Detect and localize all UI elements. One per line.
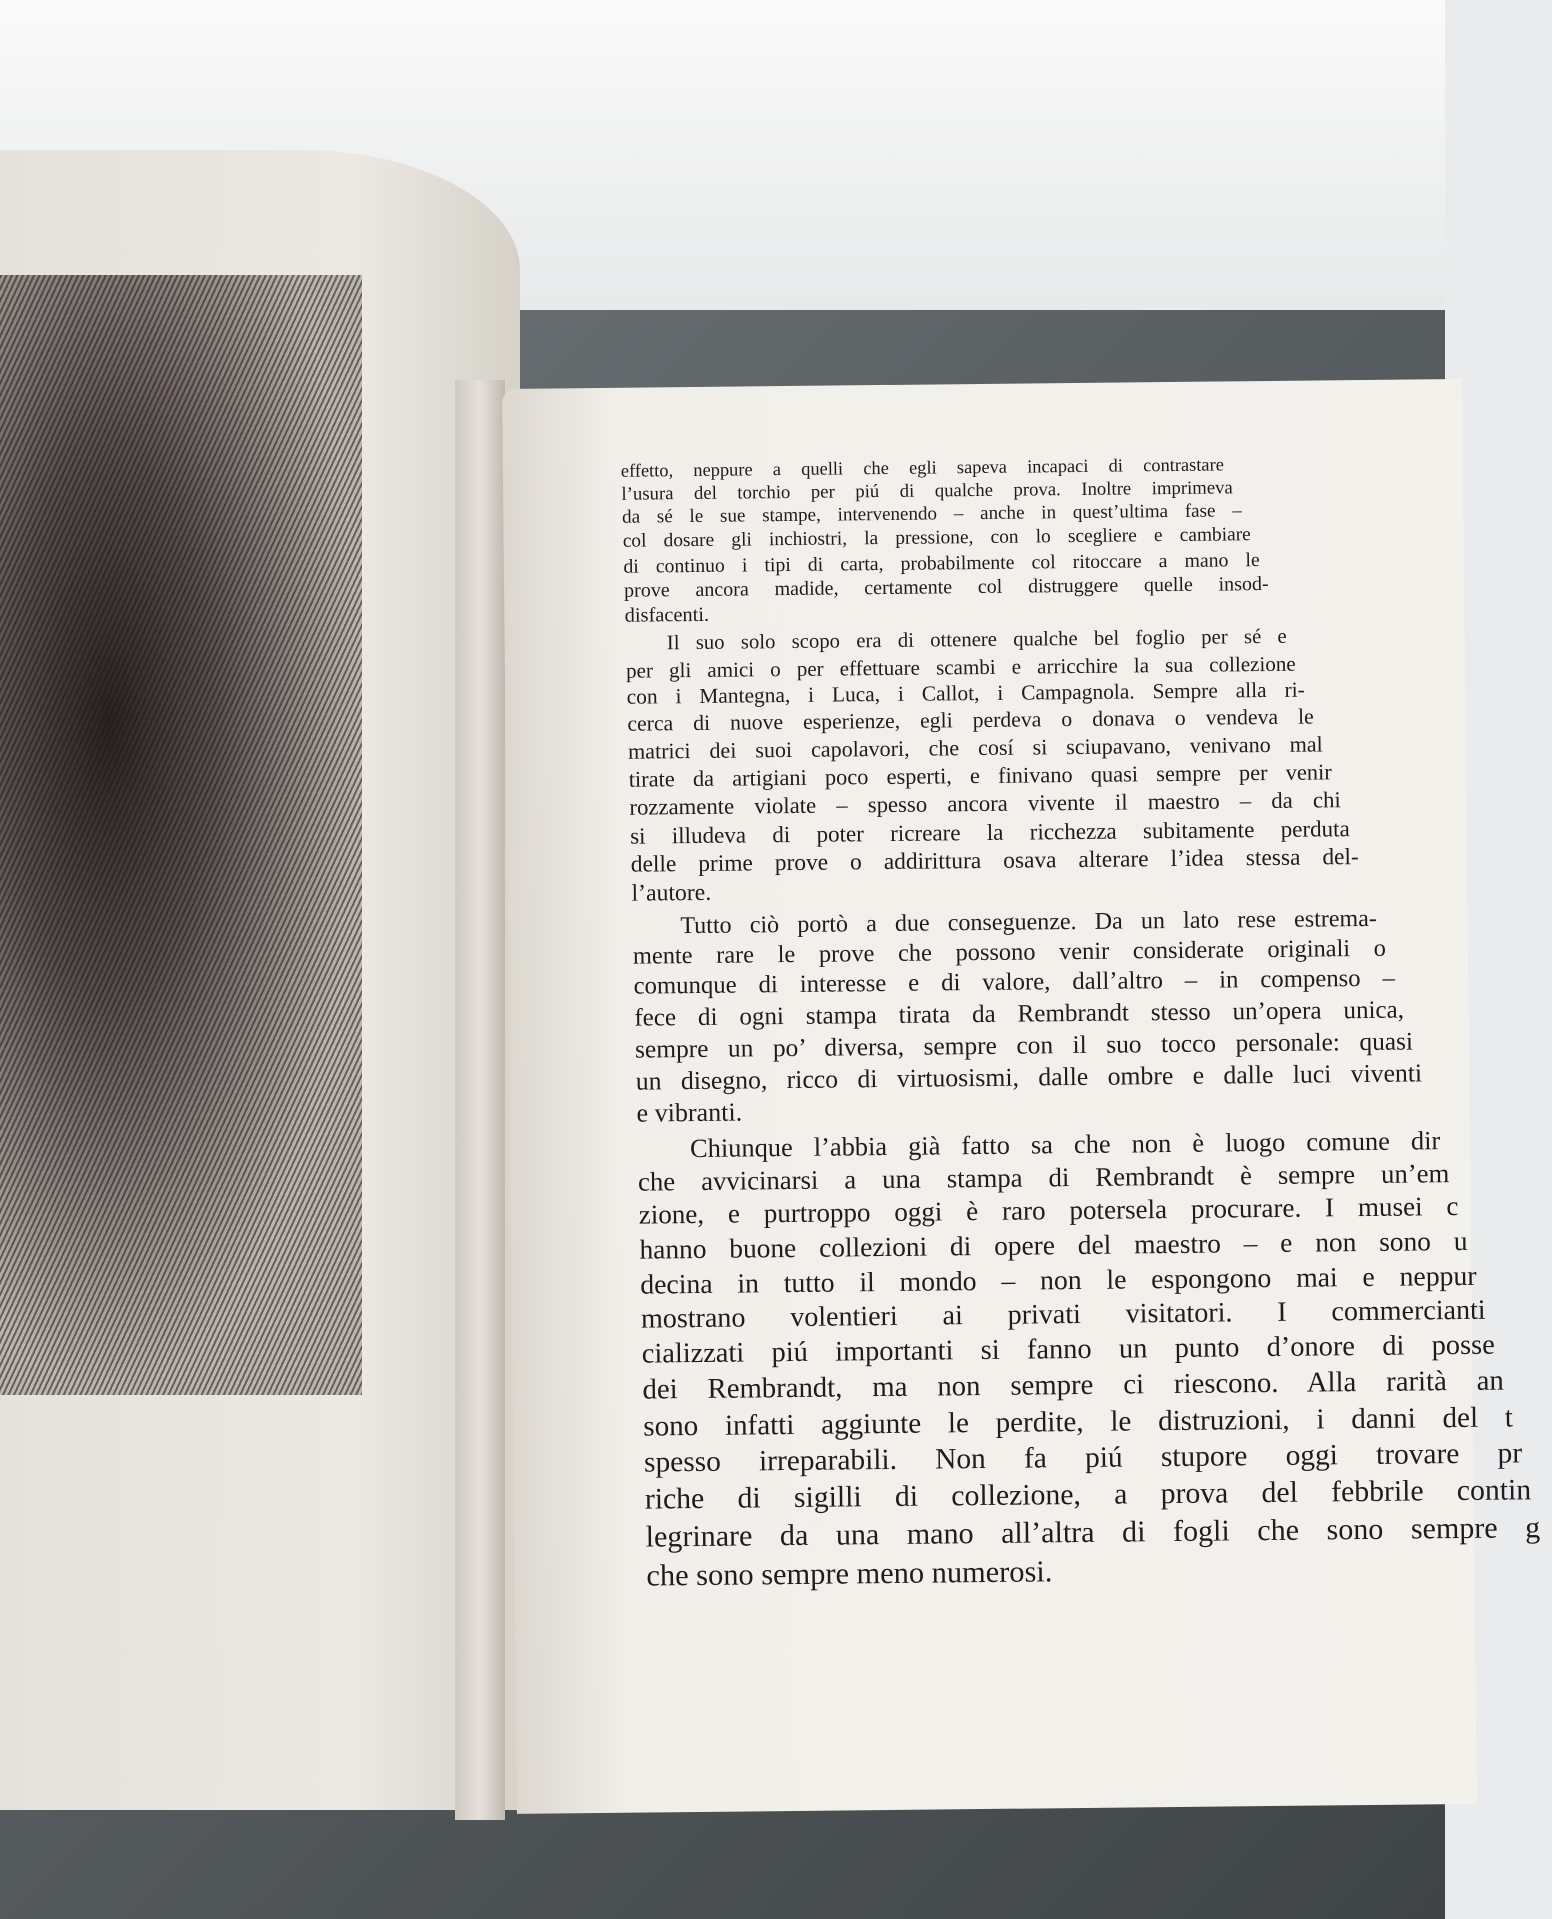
text-line: decina in tutto il mondo – non le espongono mai e neppur <box>640 1259 1477 1300</box>
text-line: si illudeva di poter ricreare la ricchezza subitamente perduta <box>629 815 1350 849</box>
text-line: riche di sigilli di collezione, a prova del febbrile contin <box>644 1474 1532 1516</box>
text-line: prove ancora madide, certamente col distruggere quelle insod- <box>623 573 1269 602</box>
text-line: sempre un po’ diversa, sempre con il suo tocco personale: quasi <box>634 1026 1414 1064</box>
text-line: tirate da artigiani poco esperti, e finivano quasi sempre per venir <box>628 758 1332 792</box>
text-line: effetto, neppure a quelli che egli sapeva incapaci di contrastare <box>620 454 1224 481</box>
text-line: l’autore. <box>631 879 712 907</box>
text-line: rozzamente violate – spesso ancora vivente il maestro – da chi <box>629 786 1341 820</box>
text-line: zione, e purtroppo oggi è raro potersela procurare. I musei c <box>638 1191 1459 1231</box>
book-gutter <box>455 380 505 1820</box>
text-line: che sono sempre meno numerosi. <box>646 1553 1053 1593</box>
text-line: comunque di interesse e di valore, dall’altro – in compenso – <box>633 964 1396 1000</box>
text-line: legrinare da una mano all’altra di fogli che sono sempre g <box>645 1510 1541 1554</box>
text-line: da sé le sue stampe, intervenendo – anche in quest’ultima fase – <box>622 500 1242 529</box>
text-line: mostrano volentieri ai privati visitatori. I commercianti <box>640 1294 1486 1335</box>
text-line: fece di ogni stampa tirata da Rembrandt stesso un’opera unica, <box>634 996 1405 1032</box>
engraving-illustration <box>0 275 362 1395</box>
right-page <box>502 379 1541 1814</box>
text-line: matrici dei suoi capolavori, che cosí si sciupavano, venivano mal <box>627 731 1323 764</box>
text-line: sono infatti aggiunte le perdite, le distruzioni, i danni del t <box>643 1401 1514 1443</box>
text-line: Tutto ciò portò a due conseguenze. Da un lato rese estrema- <box>680 905 1377 939</box>
text-line: cerca di nuove esperienze, egli perdeva o donava o vendeva le <box>627 704 1314 736</box>
text-line: Chiunque l’abbia già fatto sa che non è luogo comune dir <box>689 1125 1441 1164</box>
text-line: hanno buone collezioni di opere del maestro – e non sono u <box>639 1226 1468 1265</box>
text-line: disfacenti. <box>624 604 710 627</box>
text-line: un disegno, ricco di virtuosismi, dalle ombre e dalle luci viventi <box>635 1058 1423 1096</box>
text-line: spesso irreparabili. Non fa piú stupore oggi trovare pr <box>643 1437 1523 1479</box>
text-line: l’usura del torchio per piú di qualche prova. Inoltre imprimeva <box>621 477 1233 505</box>
text-line: con i Mantegna, i Luca, i Callot, i Campagnola. Sempre alla ri- <box>626 677 1305 709</box>
text-line: di continuo i tipi di carta, probabilmente col ritoccare a mano le <box>623 548 1260 578</box>
text-line: dei Rembrandt, ma non sempre ci riescono. Alla rarità an <box>642 1364 1504 1406</box>
text-line: col dosare gli inchiostri, la pressione, con lo scegliere e cambiare <box>622 524 1251 552</box>
text-line: e vibranti. <box>636 1097 743 1129</box>
text-line: cializzati piú importanti si fanno un punto d’onore di posse <box>641 1329 1495 1370</box>
text-line: mente rare le prove che possono venir considerate originali o <box>632 934 1387 970</box>
text-line: per gli amici o per effettuare scambi e arricchire la sua collezione <box>625 651 1296 683</box>
text-line: che avvicinarsi a una stampa di Rembrandt è sempre un’em <box>637 1158 1450 1197</box>
text-line: delle prime prove o addirittura osava alterare l’idea stessa del- <box>630 843 1359 878</box>
text-line: Il suo solo scopo era di ottenere qualche bel foglio per sé e <box>666 625 1287 655</box>
